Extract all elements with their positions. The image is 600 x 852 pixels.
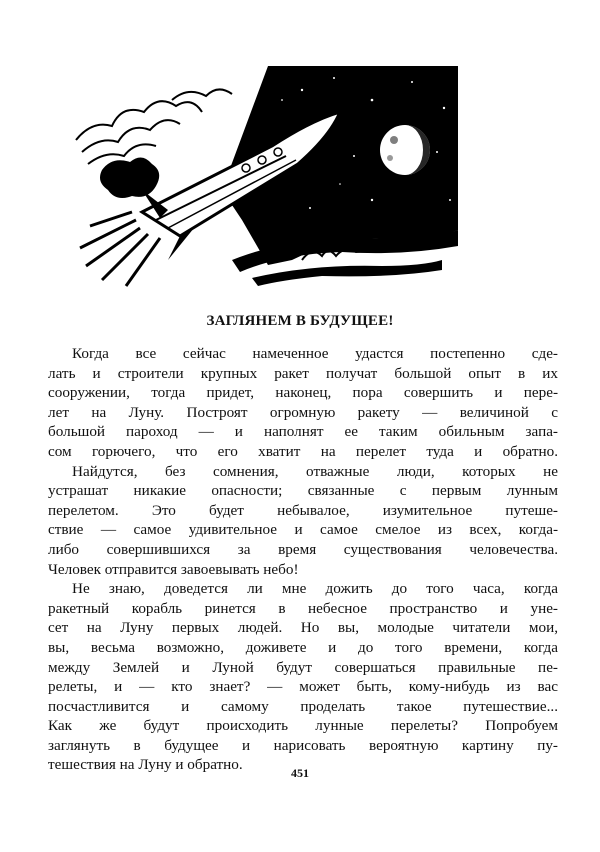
text-line: вы, весьма возможно, доживете и до того времени, когда — [48, 638, 558, 656]
text-line: лет на Луну. Построят огромную ракету — величиной с — [48, 403, 558, 421]
text-line: заглянуть в будущее и нарисовать вероятную картину пу- — [48, 736, 558, 754]
text-line: ракетный корабль ринется в небесное пространство и уне- — [48, 599, 558, 617]
rocket-moon-illustration — [72, 60, 462, 290]
text-line: сет на Луну первых людей. Но вы, молодые читатели мои, — [48, 619, 558, 637]
moon-icon — [380, 125, 430, 175]
text-line: Не знаю, доведется ли мне дожить до того часа, когда — [72, 580, 558, 598]
text-line: релеты, и — кто знает? — может быть, кому-нибудь из вас — [48, 678, 558, 696]
text-line: посчастливится и самому проделать такое путешествие... — [48, 697, 558, 715]
paragraph-3 — [48, 579, 558, 775]
article-body — [48, 344, 558, 775]
text-line: тешествия на Луну и обратно. — [48, 756, 243, 774]
clouds — [76, 89, 232, 164]
text-line: сом горючего, что его хватит на перелет туда и обратно. — [48, 442, 558, 460]
smoke-cloud — [100, 157, 159, 198]
text-line: Человек отправится завоевывать небо! — [48, 560, 299, 578]
text-line: между Землей и Луной будут совершаться правильные пе- — [48, 658, 558, 676]
page-number: 451 — [291, 766, 309, 780]
text-line: либо совершившихся за время существования человечества. — [48, 540, 558, 558]
paragraph-2 — [48, 462, 558, 580]
text-line: устрашат никакие опасности; связанные с первым лунным — [48, 482, 558, 500]
text-line: ствие — самое удивительное и самое смелое из всех, когда- — [48, 521, 558, 539]
text-line: Найдутся, без сомнения, отважные люди, которых не — [72, 462, 558, 480]
text-line: перелетом. Это будет небывалое, изумительное путеше- — [48, 501, 558, 519]
text-line: сооружении, тогда придет, наконец, пора совершить и пере- — [48, 384, 558, 402]
text-line: Когда все сейчас намеченное удастся постепенно сде- — [72, 345, 558, 362]
paragraph-1 — [48, 344, 558, 462]
text-line: Как же будут происходить лунные перелеты? Попробуем — [48, 717, 558, 735]
exhaust-flames — [80, 212, 160, 286]
text-line: лать и строители крупных ракет получат большой опыт в их — [48, 364, 558, 382]
chapter-title: ЗАГЛЯНЕМ В БУДУЩЕЕ! — [206, 313, 394, 329]
text-line: большой пароход — и наполнят ее таким обильным запа- — [48, 423, 558, 441]
